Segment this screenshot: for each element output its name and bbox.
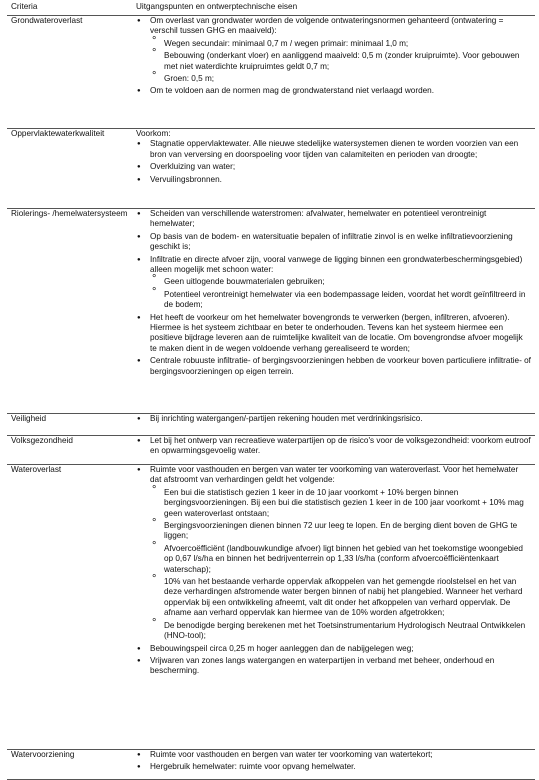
- requirements-document: [7, 2, 531, 780]
- sub-list-item: ° De benodigde berging berekenen met het Toetsinstrumentarium Hydrologisch Neutraal Ontwikkelen (HNO-tool);: [150, 621, 531, 642]
- requirements-intro: Voorkom:: [136, 129, 171, 138]
- sub-list-item: ° Bergingsvoorzieningen dienen binnen 72 uur leeg te lopen. En de berging dient boven de GHG te liggen;: [150, 521, 531, 542]
- list-item: ● Vrijwaren van zones langs watergangen en waterpartijen in verband met beheer, onderhoud en bescherming.: [136, 656, 531, 677]
- criterion-label: Watervoorziening: [7, 750, 136, 780]
- sub-list-item: ° Bebouwing (onderkant vloer) en aanliggend maaiveld: 0,5 m (zonder kruipruimte). Voor gebouwen met niet waterdichte kruipruimtes geldt 0,7 m;: [150, 51, 531, 72]
- list-item: ● Vervuilingsbronnen.: [136, 175, 531, 185]
- bullet-list: [136, 465, 531, 677]
- table-row: [7, 465, 535, 750]
- sub-list: [150, 277, 531, 310]
- list-item: [136, 255, 531, 311]
- criterion-label: Wateroverlast: [7, 465, 136, 750]
- sub-list-item: ° Potentieel verontreinigt hemelwater via een bodempassage leiden, voordat het wordt geïnfiltreerd in de bodem;: [150, 290, 531, 311]
- requirements-cell: [136, 16, 535, 129]
- criterion-label: Oppervlaktewaterkwaliteit: [7, 129, 136, 209]
- criterion-label: Volksgezondheid: [7, 436, 136, 465]
- list-item: ● Bij inrichting watergangen/-partijen rekening houden met verdrinkingsrisico.: [136, 414, 531, 424]
- table-row: [7, 129, 535, 209]
- sub-list-item: ° Wegen secundair: minimaal 0,7 m / wegen primair: minimaal 1,0 m;: [150, 39, 531, 49]
- requirements-cell: [136, 209, 535, 414]
- table-row: [7, 414, 535, 436]
- bullet-list: [136, 436, 531, 457]
- table-row: [7, 750, 535, 780]
- table-header-row: [7, 2, 535, 16]
- list-item: ● Op basis van de bodem- en watersituatie bepalen of infiltratie zinvol is en welke infiltratievoorziening geschikt is;: [136, 232, 531, 253]
- criterion-label: Riolerings- /hemelwatersysteem: [7, 209, 136, 414]
- criterion-label: Grondwateroverlast: [7, 16, 136, 129]
- sub-list-item: ° Een bui die statistisch gezien 1 keer in de 10 jaar voorkomt + 10% bergen binnen bergingsvoorzieningen. Bij een bui die statistisch gezien 1 keer in de 100 jaar voorkomt + 10% mag geen wateroverlast ontstaan;: [150, 488, 531, 519]
- bullet-list: [136, 139, 531, 185]
- list-item: ● Overkluizing van water;: [136, 162, 531, 172]
- bullet-list: [136, 16, 531, 97]
- requirements-table: [7, 2, 535, 780]
- list-item: [136, 16, 531, 84]
- list-item: [136, 465, 531, 642]
- bullet-list: [136, 414, 531, 424]
- bullet-list: [136, 750, 531, 773]
- sub-list-item: ° Geen uitlogende bouwmaterialen gebruiken;: [150, 277, 531, 287]
- requirements-cell: [136, 414, 535, 436]
- criterion-label: Veiligheid: [7, 414, 136, 436]
- requirements-cell: [136, 750, 535, 780]
- list-item: ● Hergebruik hemelwater: ruimte voor opvang hemelwater.: [136, 762, 531, 772]
- list-item: ● Ruimte voor vasthouden en bergen van water ter voorkoming van watertekort;: [136, 750, 531, 760]
- sub-list-item: ° 10% van het bestaande verharde oppervlak afkoppelen van het gemengde rioolstelsel en het van deze verhardingen afstromende water bergen binnen of nabij het plangebied. Wanneer het verhard oppervlak bij een ontwikkeling afneemt, valt dit onder het afkoppelen van verhard oppervlak. De afname aan verhard oppervlak kan hiermee van de 10% worden afgetrokken;: [150, 577, 531, 619]
- list-item-text: Ruimte voor vasthouden en bergen van water ter voorkoming van wateroverlast. Voor het hemelwater dat afstroomt van verhardingen geldt het volgende:: [150, 465, 519, 485]
- requirements-cell: [136, 436, 535, 465]
- sub-list: [150, 39, 531, 85]
- list-item: ● Het heeft de voorkeur om het hemelwater bovengronds te verwerken (bergen, infiltreren, afvoeren). Hiermee is het systeem zichtbaar en beter te onderhouden. Tevens kan het systeem hiermee een positieve bijdrage leveren aan de ruimtelijke kwaliteit van de locatie. Om bovengrondse afvoer mogelijk te maken dient in de wegen voldoende verhang gerealiseerd te worden;: [136, 313, 531, 355]
- list-item: ● Centrale robuuste infiltratie- of bergingsvoorzieningen hebben de voorkeur boven particuliere infiltratie- of bergingsvoorzieningen op eigen terrein.: [136, 356, 531, 377]
- list-item: ● Stagnatie oppervlaktewater. Alle nieuwe stedelijke watersystemen dienen te worden voorzien van een bron van verversing en doorspoeling voor tijden van calamiteiten en perioden van droogte;: [136, 139, 531, 160]
- list-item: ● Bebouwingspeil circa 0,25 m hoger aanleggen dan de nabijgelegen weg;: [136, 644, 531, 654]
- table-row: [7, 209, 535, 414]
- header-criteria: Criteria: [7, 2, 136, 16]
- sub-list-item: ° Afvoercoëfficiënt (landbouwkundige afvoer) ligt binnen het gebied van het toekomstige woongebied op 0,67 l/s/ha en binnen het bedrijventerrein op 1,33 l/s/ha (conform afvoercoëfficiëntenkaart waterschap);: [150, 544, 531, 575]
- table-row: [7, 436, 535, 465]
- sub-list-item: ° Groen: 0,5 m;: [150, 74, 531, 84]
- list-item: ● Scheiden van verschillende waterstromen: afvalwater, hemelwater en potentieel verontreinigt hemelwater;: [136, 209, 531, 230]
- list-item: ● Om te voldoen aan de normen mag de grondwaterstand niet verlaagd worden.: [136, 86, 531, 96]
- header-requirements: Uitgangspunten en ontwerptechnische eisen: [136, 2, 535, 16]
- list-item-text: Infiltratie en directe afvoer zijn, vooral vanwege de ligging binnen een grondwaterbeschermingsgebied) alleen mogelijk met schoon water:: [150, 254, 523, 275]
- sub-list: [150, 488, 531, 642]
- requirements-cell: [136, 129, 535, 209]
- list-item-text: Om overlast van grondwater worden de volgende ontwateringsnormen gehanteerd (ontwatering = verschil tussen GHG en maaiveld):: [150, 16, 504, 36]
- requirements-cell: [136, 465, 535, 750]
- list-item: ● Let bij het ontwerp van recreatieve waterpartijen op de risico's voor de volksgezondheid: voorkom eutroof en opwarmingsgevoelig water.: [136, 436, 531, 457]
- table-row: [7, 16, 535, 129]
- bullet-list: [136, 209, 531, 377]
